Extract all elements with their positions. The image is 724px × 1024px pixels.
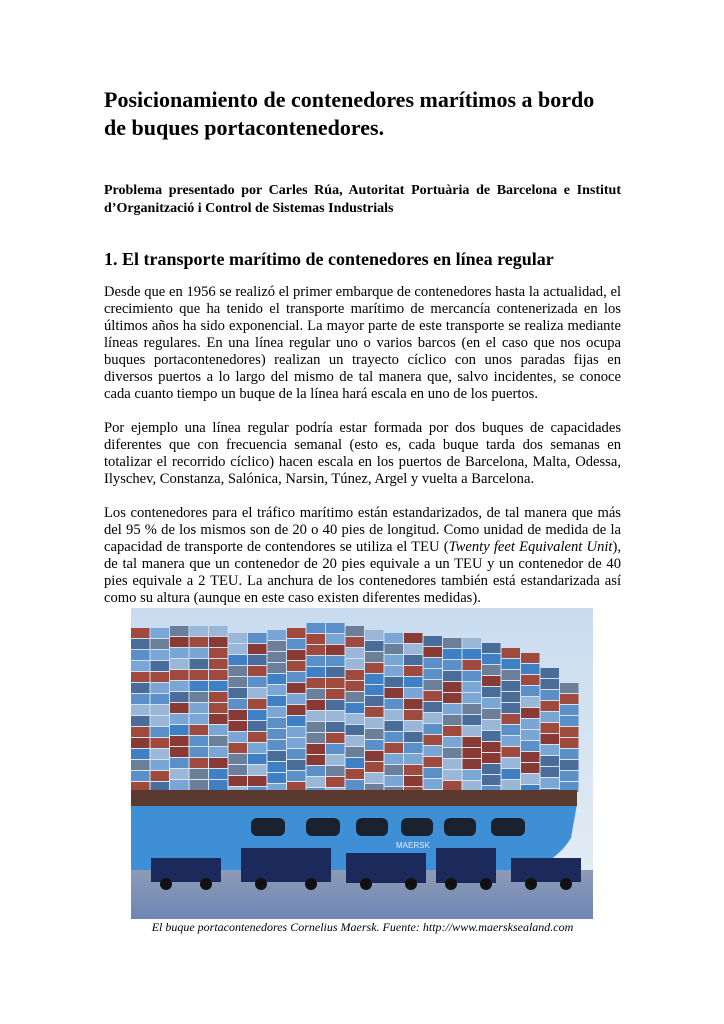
teu-definition: Twenty feet Equivalent Unit bbox=[448, 539, 613, 555]
document-page bbox=[104, 86, 621, 607]
paragraph-3-text-end: ), de tal manera que un contenedor de 20 pies equivale a un TEU y un contenedor de 40 pies equivale a 2 TEU. La anchura de los contenedores también está estandarizada así como su altura (aunque en este caso existen diferentes medidas). bbox=[104, 539, 621, 606]
paragraph-1: Desde que en 1956 se realizó el primer embarque de contenedores hasta la actualidad, el crecimiento que ha tenido el transporte marítimo de mercancía contenerizada en los últimos años ha sido exponencial. La mayor parte de este transporte se realiza mediante líneas regulares. En una línea regular uno o varios barcos (en el caso que nos ocupa buques portacontenedores) realizan un trayecto cíclico con unos paradas fijas en diversos puertos a lo largo del mismo de tal manera que, salvo incidentes, se conoce cada cuanto tiempo un buque de la línea hará escala en uno de los puertos. bbox=[104, 284, 621, 402]
container-stacks bbox=[131, 623, 579, 799]
document-title: Posicionamiento de contenedores marítimos a bordo de buques portacontenedores. bbox=[104, 87, 595, 140]
paragraph-3 bbox=[104, 505, 621, 607]
container-ship-photo bbox=[131, 608, 593, 919]
figure-caption: El buque portacontenedores Cornelius Maersk. Fuente: http://www.maersksealand.com bbox=[151, 920, 574, 934]
section-heading: 1. El transporte marítimo de contenedores en línea regular bbox=[104, 249, 554, 269]
hull-lettering: MAERSK bbox=[396, 841, 430, 850]
paragraph-2: Por ejemplo una línea regular podría estar formada por dos buques de capacidades diferentes que con frecuencia semanal (esto es, cada buque tarda dos semanas en totalizar el recorrido cíclico) hacen escala en los puertos de Barcelona, Malta, Odessa, Ilyschev, Constanza, Salónica, Narsin, Túnez, Argel y vuelta a Barcelona. bbox=[104, 420, 621, 487]
byline: Problema presentado por Carles Rúa, Autoritat Portuària de Barcelona e Institut d’Organització i Control de Sistemas Industrials bbox=[104, 183, 621, 216]
paragraph-3-text: Los contenedores para el tráfico marítimo están estandarizados, de tal manera que más del 95 % de los mismos son de 20 o 40 pies de longitud. Como unidad de medida de la capacidad de transporte de contendores se utiliza el TEU ( bbox=[104, 505, 621, 555]
